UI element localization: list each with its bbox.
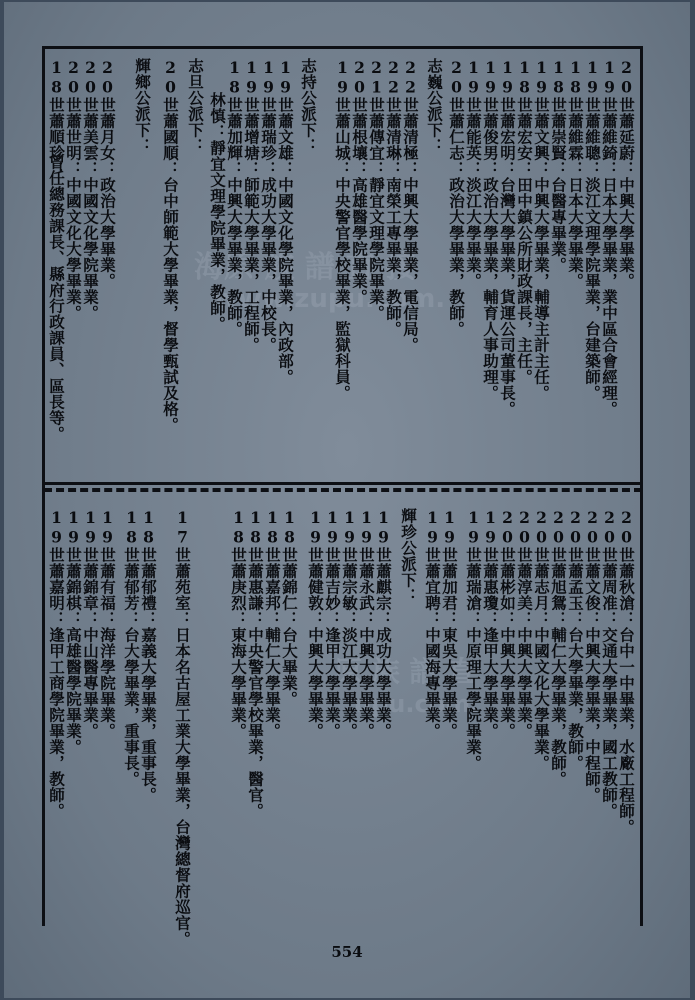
frame-left-rule	[42, 46, 45, 524]
genealogy-entry: 20世蕭美雲：中國文化學院畢業。	[81, 58, 100, 321]
genealogy-entry: 19世蕭加君：東吳大學畢業。	[440, 508, 459, 739]
genealogy-entry: 19世蕭俊男：政治大學畢業，輔育人事助理。	[481, 58, 500, 401]
genealogy-entry: 20世蕭月女：政治大學畢業。	[98, 58, 117, 289]
genealogy-entry: 19世蕭錦棋：高雄醫學院畢業。	[64, 508, 83, 755]
genealogy-entry: 22世蕭清琳：南榮工專畢業，教師。	[384, 58, 403, 337]
genealogy-entry: 20世蕭國順：台中師範大學畢業，督學甄試及格。	[161, 58, 180, 433]
genealogy-entry: 19世蕭宏明：台灣大學畢業，貨運公司董事長。	[498, 58, 517, 417]
frame-right-rule	[640, 46, 643, 524]
branch-heading: 輝珍公派下：	[399, 508, 418, 604]
genealogy-entry: 林慎：靜宜文理學院畢業，教師。	[208, 92, 227, 332]
watermark-bottom: 原 族 譜 直	[334, 655, 476, 688]
genealogy-entry: 19世蕭麒宗：成功大學畢業。	[374, 508, 393, 739]
genealogy-entry: 19世蕭宜聘：中國海專畢業。	[423, 508, 442, 739]
genealogy-entry: 19世蕭瑞滄：中原理工學院畢業。	[464, 508, 483, 771]
genealogy-entry: 20世蕭孟玉：台大學畢業，教師。	[566, 508, 585, 771]
frame-right-rule-lower	[640, 496, 643, 926]
genealogy-entry: 20世蕭周准：交通大學畢業，國工教師。	[600, 508, 619, 819]
frame-mid-rule	[42, 482, 643, 485]
genealogy-entry: 19世蕭健敦：中興大學畢業。	[306, 508, 325, 739]
genealogy-entry: 18世蕭惠謙：中央警官學校畢業，醫官。	[246, 508, 265, 819]
watermark-top-url: www.zupu.com.	[214, 284, 446, 314]
genealogy-entry: 19世蕭維聰：淡江文理學院畢業，台建築師。	[583, 58, 602, 401]
genealogy-entry: 19世蕭文雄：中國文化學院畢業，內政部。	[276, 58, 295, 385]
genealogy-entry: 19世蕭山城：中央警官學校畢業，監獄科員。	[333, 58, 352, 401]
genealogy-entry: 18世蕭郁禮：嘉義大學畢業，重事長。	[139, 508, 158, 803]
genealogy-entry: 18世蕭庚烈：東海大學畢業。	[229, 508, 248, 739]
frame-top-rule	[42, 46, 643, 49]
branch-heading: 志持公派下：	[299, 58, 318, 154]
genealogy-entry: 19世蕭惠瓊：逢甲大學畢業。	[481, 508, 500, 739]
branch-heading: 志旦公派下：	[186, 58, 205, 154]
genealogy-entry: 20世蕭世明：中國文化大學畢業。	[64, 58, 83, 321]
page-number: 554	[331, 943, 363, 961]
genealogy-entry: 19世蕭維錡：日本大學畢業，業中區合會經理。	[600, 58, 619, 417]
branch-heading: 志巍公派下：	[425, 58, 444, 154]
genealogy-entry: 19世蕭錦章：中山醫專畢業。	[81, 508, 100, 739]
genealogy-entry: 22世蕭清極：中興大學畢業，電信局。	[401, 58, 420, 353]
genealogy-entry: 17世蕭苑室：日本名古屋工業大學畢業，台灣總督府巡官。	[173, 508, 192, 947]
branch-heading: 輝鄉公派下：	[133, 58, 152, 154]
genealogy-entry: 20世蕭志月：中國文化大學畢業。	[532, 508, 551, 771]
section-divider	[44, 488, 642, 492]
genealogy-entry: 18世蕭嘉邦：輔仁大學畢業。	[263, 508, 282, 739]
genealogy-entry: 20世蕭秋滄：台中一中畢業，水廠工程師。	[617, 508, 636, 835]
genealogy-entry: 19世蕭增塘：師範大學畢業，工程師。	[242, 58, 261, 353]
watermark-bottom-url: upu.com.	[354, 690, 480, 718]
genealogy-entry: 20世蕭根壤：高雄醫學院畢業。	[350, 58, 369, 305]
genealogy-entry: 18世蕭錦仁：台大畢業。	[280, 508, 299, 707]
genealogy-entry: 19世蕭文興：中興大學畢業，輔導主計主任。	[532, 58, 551, 401]
genealogy-entry: 21世蕭傳宜：靜宜文理學院畢業。	[367, 58, 386, 321]
genealogy-entry: 19世蕭瑞珍：成功大學畢業，中校長。	[259, 58, 278, 353]
genealogy-entry: 19世蕭宗敏：淡江大學畢業。	[340, 508, 359, 739]
frame-left-rule-lower	[42, 496, 45, 926]
watermark-top: 海原 族 譜 直 接	[194, 250, 416, 285]
genealogy-entry: 18世蕭維霖：日本大學畢業。	[566, 58, 585, 289]
genealogy-entry: 20世蕭彬如：中興大學畢業。	[498, 508, 517, 739]
genealogy-entry: 19世蕭永武：中興大學畢業。	[357, 508, 376, 739]
genealogy-entry: 20世蕭淳美：中興大學畢業。	[515, 508, 534, 739]
genealogy-entry: 18世蕭郁芳：台大學畢業，重事長。	[122, 508, 141, 787]
genealogy-entry: 20世蕭文俊：中興大學畢業，中程師。	[583, 508, 602, 803]
book-page	[4, 2, 690, 998]
genealogy-entry: 20世蕭延蔚：中興大學畢業。	[617, 58, 636, 289]
genealogy-entry: 18世蕭崇賢：台醫專畢業。	[549, 58, 568, 273]
genealogy-entry: 18世蕭宏安：田中鎮公所財政課長，主任。	[515, 58, 534, 385]
genealogy-entry: 19世蕭嘉明：逢甲工商學院畢業，教師。	[47, 508, 66, 819]
genealogy-entry: 20世蕭仁志：政治大學畢業，教師。	[447, 58, 466, 337]
genealogy-entry: 19世蕭吉妙：逢甲大學畢業。	[323, 508, 342, 739]
genealogy-entry-continued: 曾任總務課長、縣府行政課員、區長等。	[47, 154, 66, 442]
genealogy-entry: 18世蕭順珍：	[47, 58, 66, 177]
genealogy-entry: 19世蕭能英：淡江大學畢業。	[464, 58, 483, 289]
genealogy-entry: 18世蕭加輝：中興大學畢業，教師。	[225, 58, 244, 337]
genealogy-entry: 19世蕭有福：海洋學院畢業。	[98, 508, 117, 739]
genealogy-entry: 20世蕭旭鴛：輔仁大學畢業，教師。	[549, 508, 568, 787]
